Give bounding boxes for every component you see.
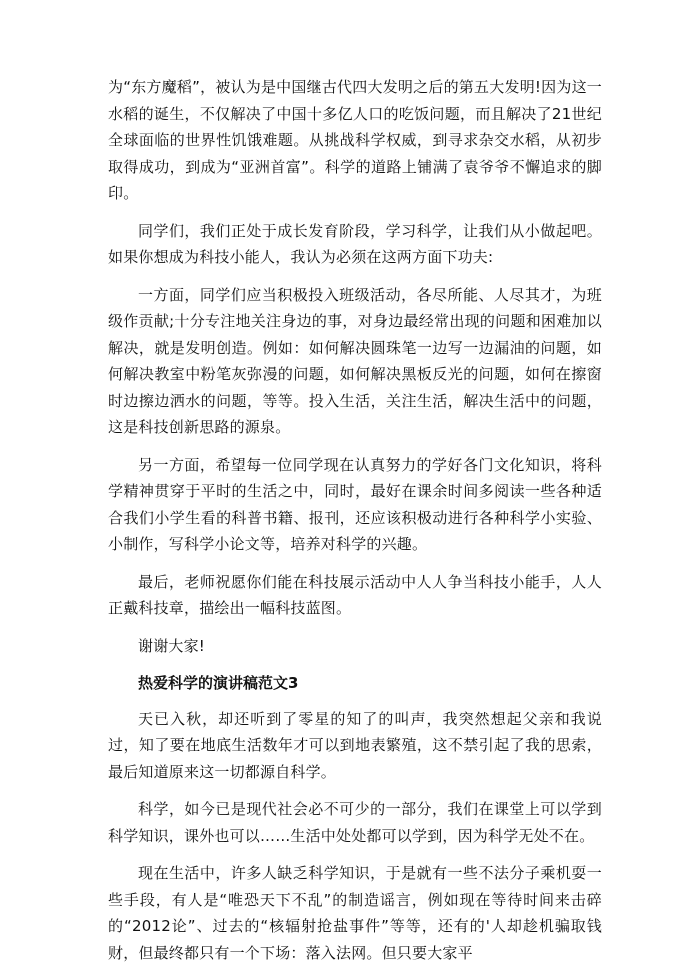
paragraph-finally: 最后，老师祝愿你们能在科技展示活动中人人争当科技小能手，人人正戴科技章，描绘出一幅科技蓝图。 bbox=[108, 572, 602, 617]
paragraph-rumors: 现在生活中，许多人缺乏科学知识，于是就有一些不法分子乘机耍一些手段，有人是“唯恐天下不乱”的制造谣言，例如现在等待时间来击碎的“2012论”、过去的“核辐射抢盐事件”等等，还有的'人却趁机骗取钱财，但最终都只有一个下场：落入法网。但只要大家平 bbox=[108, 864, 602, 962]
paragraph-science-everywhere: 科学，如今已是现代社会必不可少的一部分，我们在课堂上可以学到科学知识，课外也可以……生活中处处都可以学到，因为科学无处不在。 bbox=[108, 800, 602, 845]
paragraph-thanks: 谢谢大家! bbox=[138, 636, 206, 655]
paragraph-students-intro: 同学们，我们正处于成长发育阶段，学习科学，让我们从小做起吧。如果你想成为科技小能人，我认为必须在这两方面下功夫: bbox=[108, 221, 602, 266]
paragraph-on-one-hand: 一方面，同学们应当积极投入班级活动，各尽所能、人尽其才，为班级作贡献;十分专注地关注身边的事，对身边最经常出现的问题和困难加以解决，就是发明创造。例如：如何解决圆珠笔一边写一边漏油的问题，如何解决教室中粉笔灰弥漫的问题，如何解决黑板反光的问题，如何在擦窗时边擦边洒水的问题，等等。投入生活，关注生活，解决生活中的问题，这是科技创新思路的源泉。 bbox=[108, 285, 602, 436]
paragraph-continuation: 为“东方魔稻”，被认为是中国继古代四大发明之后的第五大发明!因为这一水稻的诞生，不仅解决了中国十多亿人口的吃饭问题，而且解决了21世纪全球面临的世界性饥饿难题。从挑战科学权威，到寻求杂交水稻，从初步取得成功，到成为“亚洲首富”。科学的道路上铺满了袁爷爷不懈追求的脚印。 bbox=[108, 78, 602, 202]
section-heading: 热爱科学的演讲稿范文3 bbox=[138, 674, 299, 692]
paragraph-autumn: 天已入秋，却还听到了零星的知了的叫声，我突然想起父亲和我说过，知了要在地底生活数年才可以到地表繁殖，这不禁引起了我的思索，最后知道原来这一切都源自科学。 bbox=[108, 709, 602, 781]
document-page bbox=[108, 74, 602, 977]
paragraph-on-other-hand: 另一方面，希望每一位同学现在认真努力的学好各门文化知识，将科学精神贯穿于平时的生活之中，同时，最好在课余时间多阅读一些各种适合我们小学生看的科普书籍、报刊，还应该积极动进行各种科学小实验、小制作，写科学小论文等，培养对科学的兴趣。 bbox=[108, 455, 602, 553]
